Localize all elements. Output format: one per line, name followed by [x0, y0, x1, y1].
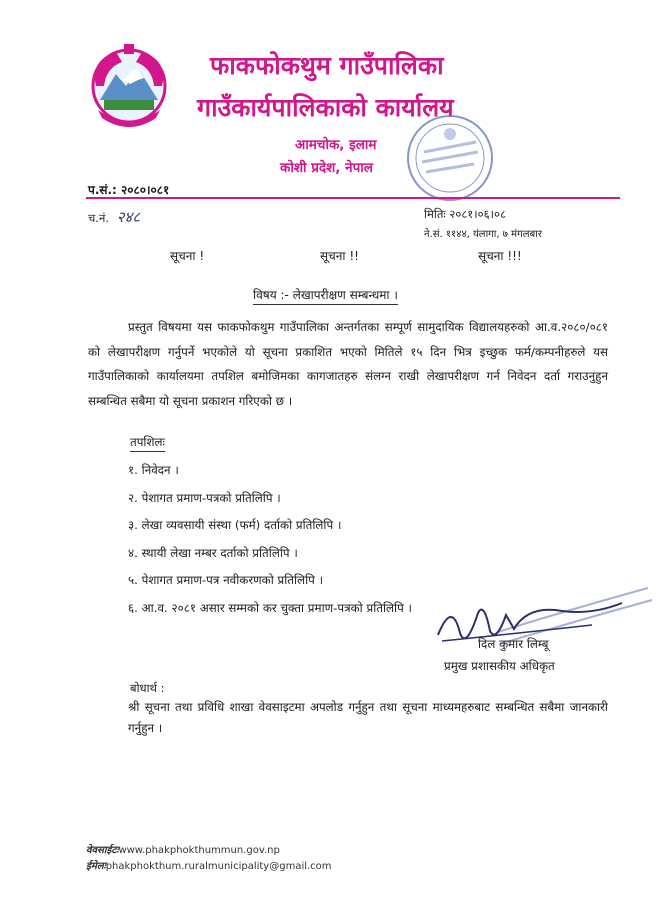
notice-body: प्रस्तुत विषयमा यस फाकफोकथुम गाउँपालिका अन्तर्गतका सम्पूर्ण सामुदायिक विद्यालयहरुको आ.व.२०८०/०८१ को लेखापरीक्षण गर्नुपर्ने भएकोले यो सूचना प्रकाशित भएको मितिले १५ दिन भित्र इच्छुक फर्म/कम्पनीहरुले यस गाउँपालिकाको कार्यालयमा तपशिल बमोजिमका कागजातहरु संलग्न राखी लेखापरीक्षण गर्न निवेदन दर्ता गराउनुहुन सम्बन्धित सबैमा यो सूचना प्रकाशन गरिएको छ ।	[88, 320, 608, 408]
list-item: २. पेशागत प्रमाण-पत्रको प्रतिलिपि ।	[128, 490, 281, 505]
address-line-2: कोशी प्रदेश, नेपाल	[280, 160, 373, 176]
address-line-1: आमचोक, इलाम	[295, 137, 377, 153]
list-item: ४. स्थायी लेखा नम्बर दर्ताको प्रतिलिपि ।	[128, 545, 298, 560]
dispatch-number	[88, 207, 140, 227]
website-label: वेवसाईटः	[86, 845, 119, 856]
reference-number: प.सं.: २०८०।०८१	[88, 183, 170, 197]
list-item: ३. लेखा व्यवसायी संस्था (फर्म) दर्ताको प्रतिलिपि ।	[128, 518, 342, 532]
municipality-name: फाकफोकथुम गाउँपालिका	[210, 51, 444, 80]
dispatch-number-value: २४८	[116, 208, 141, 226]
website-link[interactable]: www.phakphokthummun.gov.np	[118, 845, 280, 856]
list-item: ५. पेशागत प्रमाण-पत्र नवीकरणको प्रतिलिपि ।	[128, 573, 324, 587]
header-divider	[86, 197, 620, 199]
list-item: १. निवेदन ।	[128, 463, 179, 477]
bodhartha-text: श्री सूचना तथा प्रविधि शाखा वेवसाइटमा अपलोड गर्नुहुन तथा सूचना माध्यमहरुबाट सम्बन्धित सबैमा जानकारी गर्नुहुन ।	[128, 700, 608, 735]
notice-heading-3: सूचना !!!	[478, 249, 522, 263]
municipality-emblem-icon	[86, 40, 172, 128]
office-stamp-icon	[404, 112, 496, 204]
nepal-sambat-date: ने.सं. ११४४, यंलागा, ७ मंगलबार	[424, 229, 542, 240]
date: मितिः २०८१।०६।०८	[424, 207, 506, 221]
document-list	[128, 460, 412, 625]
dispatch-number-label: च.नं.	[88, 211, 109, 225]
list-item: ६. आ.व. २०८१ असार सम्मको कर चुक्ता प्रमाण-पत्रको प्रतिलिपि ।	[128, 600, 413, 615]
bodhartha-label: बोधार्थ :	[130, 681, 165, 695]
tapasil-label: तपशिलः	[130, 434, 165, 452]
signatory-title: प्रमुख प्रशासकीय अधिकृत	[444, 659, 555, 673]
office-name: गाउँकार्यपालिकाको कार्यालय	[197, 93, 454, 122]
email-label: ईमेलः	[86, 861, 106, 872]
notice-heading-1: सूचना !	[170, 249, 205, 263]
email-link[interactable]: phakphokthum.ruralmunicipality@gmail.com	[105, 861, 332, 872]
subject-line: विषय :- लेखापरीक्षण सम्बन्धमा ।	[253, 286, 398, 305]
signatory-name: दिल कुमार लिम्बू	[478, 637, 549, 651]
footer-website	[86, 842, 280, 856]
footer-email	[86, 858, 332, 872]
notice-heading-2: सूचना !!	[320, 249, 359, 263]
